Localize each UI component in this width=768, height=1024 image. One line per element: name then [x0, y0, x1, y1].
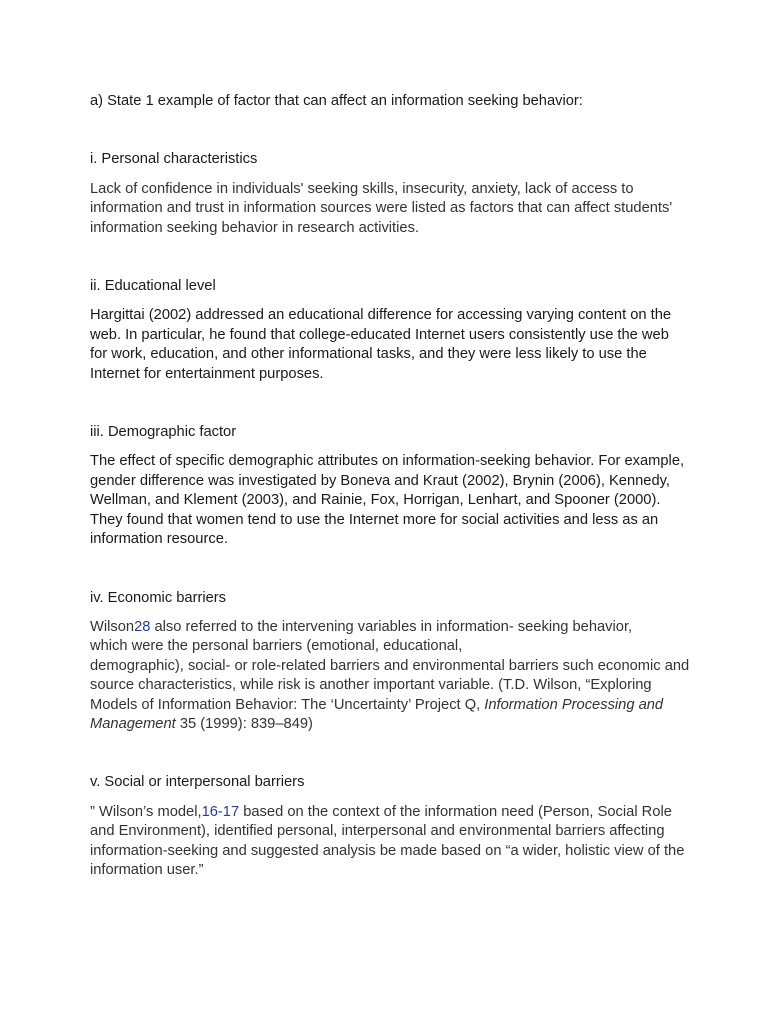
body-text: demographic), social- or role-related barriers and environmental barriers such economic and source characteristics, while risk is another important variable. (T.D. Wilson, “Exploring Models of Information Behavior: The ‘Uncertainty’ Project Q,	[90, 657, 690, 713]
section-social-interpersonal-barriers	[90, 773, 690, 880]
body-text: which were the personal barriers (emotional, educational,	[90, 638, 463, 655]
section-educational-level	[90, 277, 690, 384]
body-text-suffix: 35 (1999): 839–849)	[175, 715, 313, 732]
reference-link-28[interactable]: 28	[134, 618, 151, 635]
section-demographic-factor	[90, 423, 690, 549]
section-heading: iii. Demographic factor	[90, 424, 237, 441]
question-text: a) State 1 example of factor that can affect an information seeking behavior:	[90, 93, 583, 109]
section-heading: iv. Economic barriers	[90, 589, 227, 606]
section-economic-barriers	[90, 589, 690, 735]
section-heading: i. Personal characteristics	[90, 151, 258, 168]
body-text: also referred to the intervening variables in information- seeking behavior,	[150, 618, 633, 635]
section-heading: v. Social or interpersonal barriers	[90, 774, 305, 791]
section-body: Hargittai (2002) addressed an educational difference for accessing varying content on the web. In particular, he found that college-educated Internet users consistently use the web for work, education, and other informational tasks, and they were less likely to use the Internet for entertainment purposes.	[90, 307, 672, 382]
section-body: Lack of confidence in individuals' seeking skills, insecurity, anxiety, lack of access to information and trust in information sources were listed as factors that can affect students' information seeking behavior in research activities.	[90, 180, 673, 236]
section-personal-characteristics	[90, 150, 690, 238]
body-text-prefix: ” Wilson’s model,	[90, 803, 202, 820]
section-body: The effect of specific demographic attributes on information-seeking behavior. For example, gender difference was investigated by Boneva and Kraut (2002), Brynin (2006), Kennedy, Wellman, and Klement (2003), and Rainie, Fox, Horrigan, Lenhart, and Spooner (2000). They found that women tend to use the Internet more for social activities and less as an information resource.	[90, 453, 685, 548]
journal-title: Information Processing and Management	[90, 696, 664, 732]
section-heading: ii. Educational level	[90, 278, 216, 295]
body-text-prefix: Wilson	[90, 618, 135, 635]
document-page	[90, 92, 690, 919]
section-body	[90, 803, 690, 881]
section-body	[90, 618, 690, 734]
body-text-suffix: based on the context of the information need (Person, Social Role and Environment), identified personal, interpersonal and environmental barriers affecting information-seeking and suggested analysis be made based on “a wider, holistic view of the information user.”	[90, 803, 685, 878]
reference-link-16-17[interactable]: 16-17	[201, 803, 240, 820]
